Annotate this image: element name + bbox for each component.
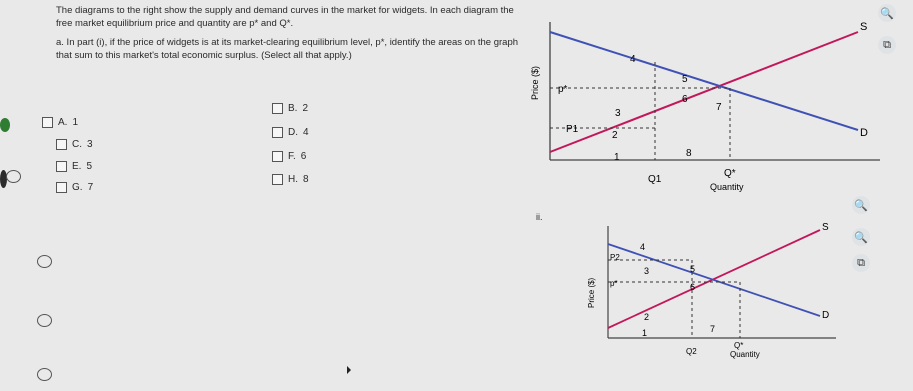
graph-ii-supply-label: S: [822, 222, 829, 233]
graph-ii-qstar-label: Q*: [734, 341, 744, 350]
graph-ii-demand-label: D: [822, 310, 830, 321]
option-value: 5: [86, 161, 93, 172]
graph-ii-area-label: 5: [690, 264, 696, 274]
graph-i-x-label: Quantity: [710, 182, 744, 192]
step-icon[interactable]: [36, 253, 52, 269]
graph-i-area-label: 6: [682, 94, 688, 105]
checkbox[interactable]: [56, 139, 67, 150]
zoom-icon[interactable]: 🔍: [852, 228, 870, 246]
option-letter: A.: [58, 117, 68, 128]
question-text: [56, 4, 526, 62]
mouse-cursor-icon: [347, 366, 351, 374]
graph-ii-p2-label: P2: [610, 253, 620, 262]
step-icon[interactable]: [36, 366, 52, 382]
graph-ii-pstar-label: p*: [610, 279, 618, 288]
graph-ii-area-label: 6: [690, 282, 696, 292]
option-letter: D.: [288, 127, 298, 138]
checkbox[interactable]: [272, 151, 283, 162]
graph-i-area-label: 2: [612, 130, 618, 141]
popout-icon[interactable]: ⧉: [878, 36, 896, 54]
option-value: 6: [300, 151, 307, 162]
graph-i-area-label: 1: [614, 152, 620, 163]
graph-ii: [580, 216, 840, 376]
graph-i-demand-curve: [550, 32, 858, 130]
graph-ii-x-label: Quantity: [730, 350, 760, 359]
zoom-icon[interactable]: 🔍: [878, 4, 896, 22]
step-icon[interactable]: [36, 312, 52, 328]
graph-i: [520, 0, 900, 200]
option-value: 7: [87, 182, 94, 193]
graph-i-area-label: 3: [615, 108, 621, 119]
graph-i-area-label: 4: [630, 54, 636, 65]
checkbox[interactable]: [42, 117, 53, 128]
option-value: 3: [87, 139, 93, 150]
option-value: 1: [72, 117, 79, 128]
option-g[interactable]: [56, 182, 93, 193]
graph-ii-q2-label: Q2: [686, 347, 697, 356]
option-value: 4: [303, 127, 309, 138]
checkbox[interactable]: [56, 161, 67, 172]
part-complete-marker: [0, 118, 10, 132]
option-h[interactable]: [272, 174, 309, 185]
zoom-icon[interactable]: 🔍: [852, 196, 870, 214]
option-c[interactable]: [56, 139, 93, 150]
question-intro: The diagrams to the right show the supply and demand curves in the market for widgets. In each diagram the free market equilibrium price and quantity are p* and Q*.: [56, 5, 514, 29]
graph-i-pstar-label: p*: [558, 84, 568, 95]
option-letter: H.: [288, 174, 298, 185]
option-letter: C.: [72, 139, 82, 150]
graph-ii-area-label: 2: [644, 312, 650, 322]
graph-i-qstar-label: Q*: [724, 168, 736, 179]
option-b[interactable]: [272, 103, 308, 114]
checkbox[interactable]: [272, 174, 283, 185]
checkbox[interactable]: [272, 127, 283, 138]
option-letter: E.: [72, 161, 82, 172]
option-letter: G.: [72, 182, 83, 193]
checkbox[interactable]: [56, 182, 67, 193]
graph-i-supply-label: S: [860, 21, 868, 33]
option-letter: F.: [288, 151, 296, 162]
graph-ii-demand-curve: [608, 244, 820, 316]
graph-ii-part-label: ii.: [536, 212, 543, 222]
graph-i-area-label: 8: [686, 148, 692, 159]
option-a[interactable]: [42, 117, 78, 128]
graph-i-area-label: 5: [682, 74, 688, 85]
option-letter: B.: [288, 103, 298, 114]
graph-i-area-label: 7: [716, 102, 722, 113]
graph-ii-area-label: 3: [644, 266, 650, 276]
graph-i-q1-label: Q1: [648, 174, 662, 185]
option-e[interactable]: [56, 161, 92, 172]
graph-ii-y-label: Price ($): [587, 277, 596, 308]
graph-ii-area-label: 4: [640, 242, 646, 252]
checkbox[interactable]: [272, 103, 283, 114]
graph-i-y-label: Price ($): [530, 65, 540, 100]
question-part-a: a. In part (i), if the price of widgets is at its market-clearing equilibrium level, p*, identify the areas on the graph that sum to this market's total economic surplus. (Select all that apply.): [56, 37, 519, 61]
graph-ii-area-label: 1: [642, 328, 648, 338]
option-d[interactable]: [272, 127, 309, 138]
option-value: 8: [303, 174, 309, 185]
graph-i-demand-label: D: [860, 127, 868, 139]
graph-i-p1-label: P1: [566, 124, 579, 135]
graph-ii-area-label: 7: [710, 324, 716, 334]
option-value: 2: [302, 103, 309, 114]
popout-icon[interactable]: ⧉: [852, 254, 870, 272]
step-icon[interactable]: [5, 168, 21, 184]
option-f[interactable]: [272, 151, 306, 162]
graph-i-supply-curve: [550, 32, 858, 152]
